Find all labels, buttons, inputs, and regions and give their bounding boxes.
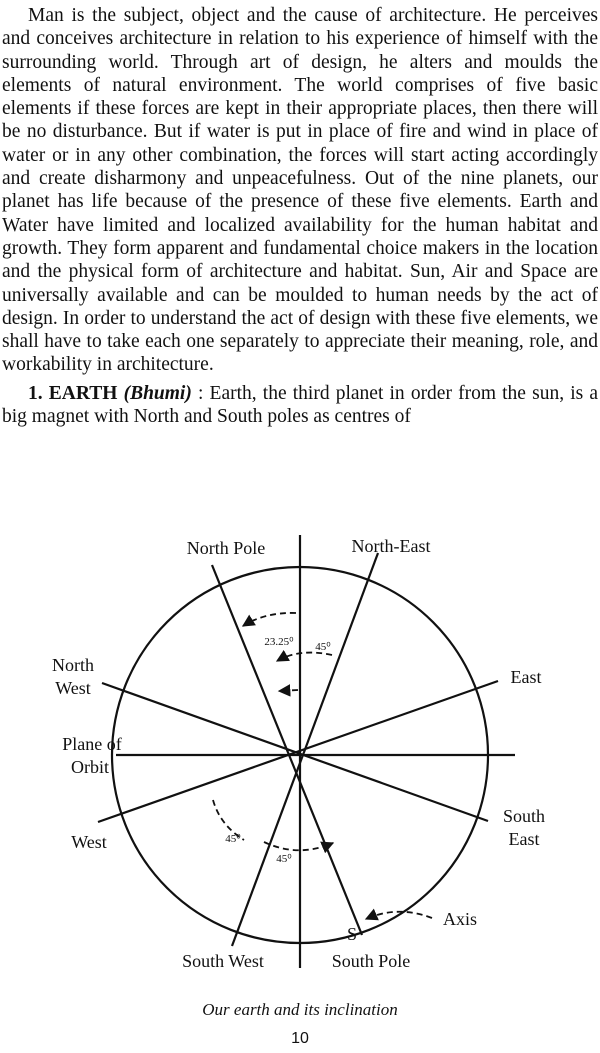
label-south-pole: South Pole bbox=[331, 951, 411, 971]
s-arc-arrow bbox=[264, 842, 333, 850]
label-north-west-line2: West bbox=[55, 678, 91, 698]
section-text: : Earth, the third planet in order from the sun, is a big magnet with North and South poles as centres of bbox=[2, 383, 599, 428]
earth-section-paragraph bbox=[2, 382, 598, 429]
label-north-west-line1: North bbox=[52, 655, 94, 675]
label-plane-of-orbit-line1: Plane of bbox=[62, 734, 122, 754]
label-north-pole: North Pole bbox=[186, 538, 266, 558]
section-heading: EARTH bbox=[48, 383, 118, 404]
angle-tilt-label: 23.25⁰ bbox=[264, 636, 294, 648]
earth-inclination-diagram bbox=[0, 525, 600, 995]
label-south-west: South West bbox=[182, 951, 264, 971]
figure-caption: Our earth and its inclination bbox=[202, 1000, 398, 1019]
label-north-east: North-East bbox=[351, 536, 431, 556]
label-plane-of-orbit-line2: Orbit bbox=[71, 757, 109, 777]
ne-arc-arrow bbox=[277, 653, 332, 661]
angle-s-label: 45⁰ bbox=[276, 853, 292, 865]
angle-sw-label: 45⁰ bbox=[225, 833, 241, 845]
page-number: 10 bbox=[291, 1030, 309, 1047]
body-paragraph: Man is the subject, object and the cause of architecture. He perceives and conceives architecture in relation to his experience of himself with the surrounding world. Through art of design, he alters and moulds the elements of natural environment. The world comprises of five basic elements if these forces are kept in their appropriate places, then there will be no disturbance. But if water is put in place of fire and wind in place of water or in any other combination, the forces will start acting accordingly and create disharmony and unpeacefulness. Out of the nine planets, our planet has life because of the presence of these five elements. Earth and Water have limited and localized availability for the human habitat and growth. They form apparent and fundamental choice makers in the location and the physical form of architecture and habitat. Sun, Air and Space are universally available and can be moulded to human needs by the act of design. In order to understand the act of design with these five elements, we shall have to take each one separately to appreciate their meaning, role, and workability in architecture. bbox=[2, 5, 598, 376]
section-sanskrit-term: (Bhumi) bbox=[123, 383, 192, 404]
label-s-marker: S bbox=[346, 924, 358, 944]
tilt-arc-arrow bbox=[243, 613, 296, 626]
label-west: West bbox=[71, 832, 107, 852]
label-axis: Axis bbox=[442, 909, 478, 929]
label-south-east-line2: East bbox=[508, 829, 540, 849]
label-east: East bbox=[510, 667, 542, 687]
angle-ne-label: 45⁰ bbox=[315, 641, 331, 653]
label-south-east-line1: South bbox=[502, 806, 546, 826]
section-number: 1. bbox=[28, 383, 43, 404]
arrow-small bbox=[279, 690, 298, 691]
